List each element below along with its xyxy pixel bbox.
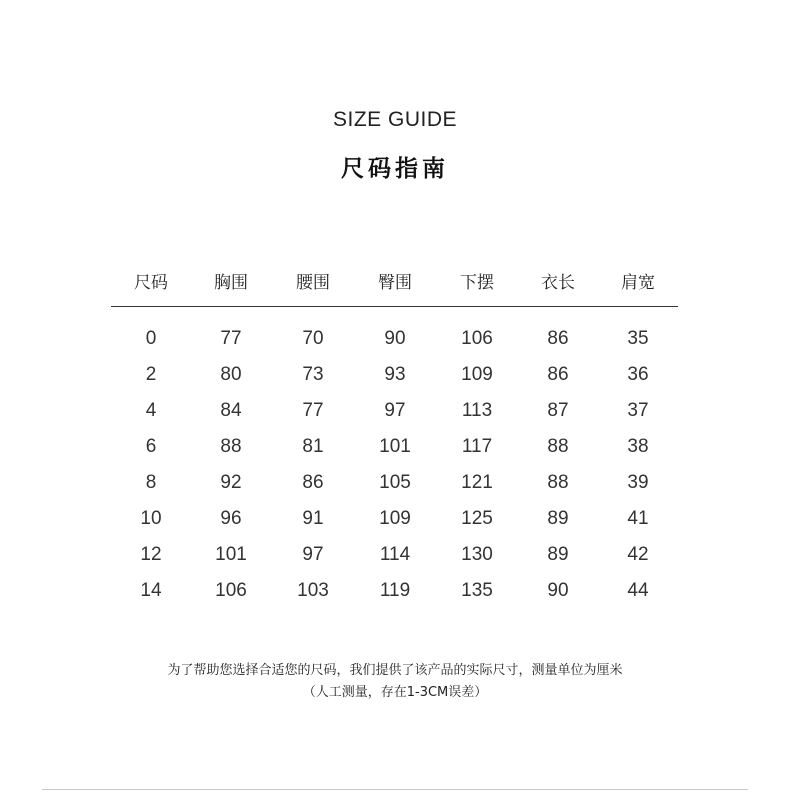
table-cell: 96 — [220, 508, 242, 529]
column-header: 尺码 — [134, 273, 168, 293]
size-table — [111, 262, 678, 601]
table-cell: 89 — [547, 508, 569, 529]
measurement-tolerance-note: （人工测量，存在1-3CM误差） — [302, 685, 488, 700]
table-header-row — [111, 262, 678, 298]
bottom-divider — [42, 789, 748, 790]
table-cell: 106 — [215, 580, 247, 601]
table-row — [111, 538, 678, 574]
table-cell: 84 — [220, 400, 242, 421]
table-row — [111, 394, 678, 430]
table-cell: 86 — [547, 364, 569, 385]
table-cell: 114 — [379, 544, 411, 565]
table-cell: 4 — [145, 400, 157, 421]
table-cell: 86 — [547, 328, 569, 349]
table-cell: 81 — [302, 436, 324, 457]
measurement-note: 为了帮助您选择合适您的尺码，我们提供了该产品的实际尺寸，测量单位为厘米 — [167, 663, 623, 678]
table-cell: 90 — [547, 580, 569, 601]
table-cell: 92 — [220, 472, 242, 493]
table-cell: 105 — [379, 472, 411, 493]
table-row — [111, 358, 678, 394]
table-cell: 135 — [461, 580, 493, 601]
table-cell: 8 — [145, 472, 157, 493]
table-cell: 37 — [627, 400, 649, 421]
table-row — [111, 574, 678, 610]
column-header: 肩宽 — [621, 273, 655, 293]
table-cell: 121 — [461, 472, 493, 493]
table-cell: 93 — [384, 364, 406, 385]
table-row — [111, 322, 678, 358]
table-cell: 41 — [627, 508, 649, 529]
table-row — [111, 502, 678, 538]
table-cell: 77 — [302, 400, 324, 421]
table-cell: 125 — [461, 508, 493, 529]
table-cell: 88 — [547, 436, 569, 457]
table-cell: 109 — [461, 364, 493, 385]
table-cell: 97 — [302, 544, 324, 565]
table-cell: 101 — [215, 544, 247, 565]
table-cell: 44 — [627, 580, 649, 601]
page-title-chinese: 尺码指南 — [341, 156, 449, 182]
table-cell: 73 — [302, 364, 324, 385]
column-header: 腰围 — [296, 273, 330, 293]
table-cell: 42 — [627, 544, 649, 565]
header-divider — [111, 306, 678, 307]
table-body — [111, 322, 678, 610]
table-cell: 117 — [461, 436, 493, 457]
table-cell: 35 — [627, 328, 649, 349]
table-cell: 106 — [461, 328, 493, 349]
table-cell: 88 — [547, 472, 569, 493]
table-cell: 90 — [384, 328, 406, 349]
table-cell: 70 — [302, 328, 324, 349]
table-cell: 87 — [547, 400, 569, 421]
table-cell: 0 — [145, 328, 157, 349]
table-cell: 88 — [220, 436, 242, 457]
column-header: 臀围 — [378, 273, 412, 293]
table-cell: 14 — [140, 580, 162, 601]
table-cell: 2 — [145, 364, 157, 385]
table-cell: 97 — [384, 400, 406, 421]
page-title-english: SIZE GUIDE — [332, 108, 458, 131]
table-row — [111, 430, 678, 466]
column-header: 下摆 — [460, 273, 494, 293]
table-cell: 12 — [140, 544, 162, 565]
table-cell: 36 — [627, 364, 649, 385]
table-cell: 109 — [379, 508, 411, 529]
table-cell: 101 — [379, 436, 411, 457]
table-cell: 86 — [302, 472, 324, 493]
table-cell: 91 — [302, 508, 324, 529]
table-cell: 103 — [297, 580, 329, 601]
table-cell: 6 — [145, 436, 157, 457]
table-row — [111, 466, 678, 502]
table-cell: 89 — [547, 544, 569, 565]
table-cell: 119 — [379, 580, 411, 601]
table-cell: 77 — [220, 328, 242, 349]
column-header: 衣长 — [541, 273, 575, 293]
table-cell: 39 — [627, 472, 649, 493]
column-header: 胸围 — [214, 273, 248, 293]
table-cell: 10 — [140, 508, 162, 529]
table-cell: 130 — [461, 544, 493, 565]
table-cell: 113 — [461, 400, 493, 421]
table-cell: 80 — [220, 364, 242, 385]
table-cell: 38 — [627, 436, 649, 457]
